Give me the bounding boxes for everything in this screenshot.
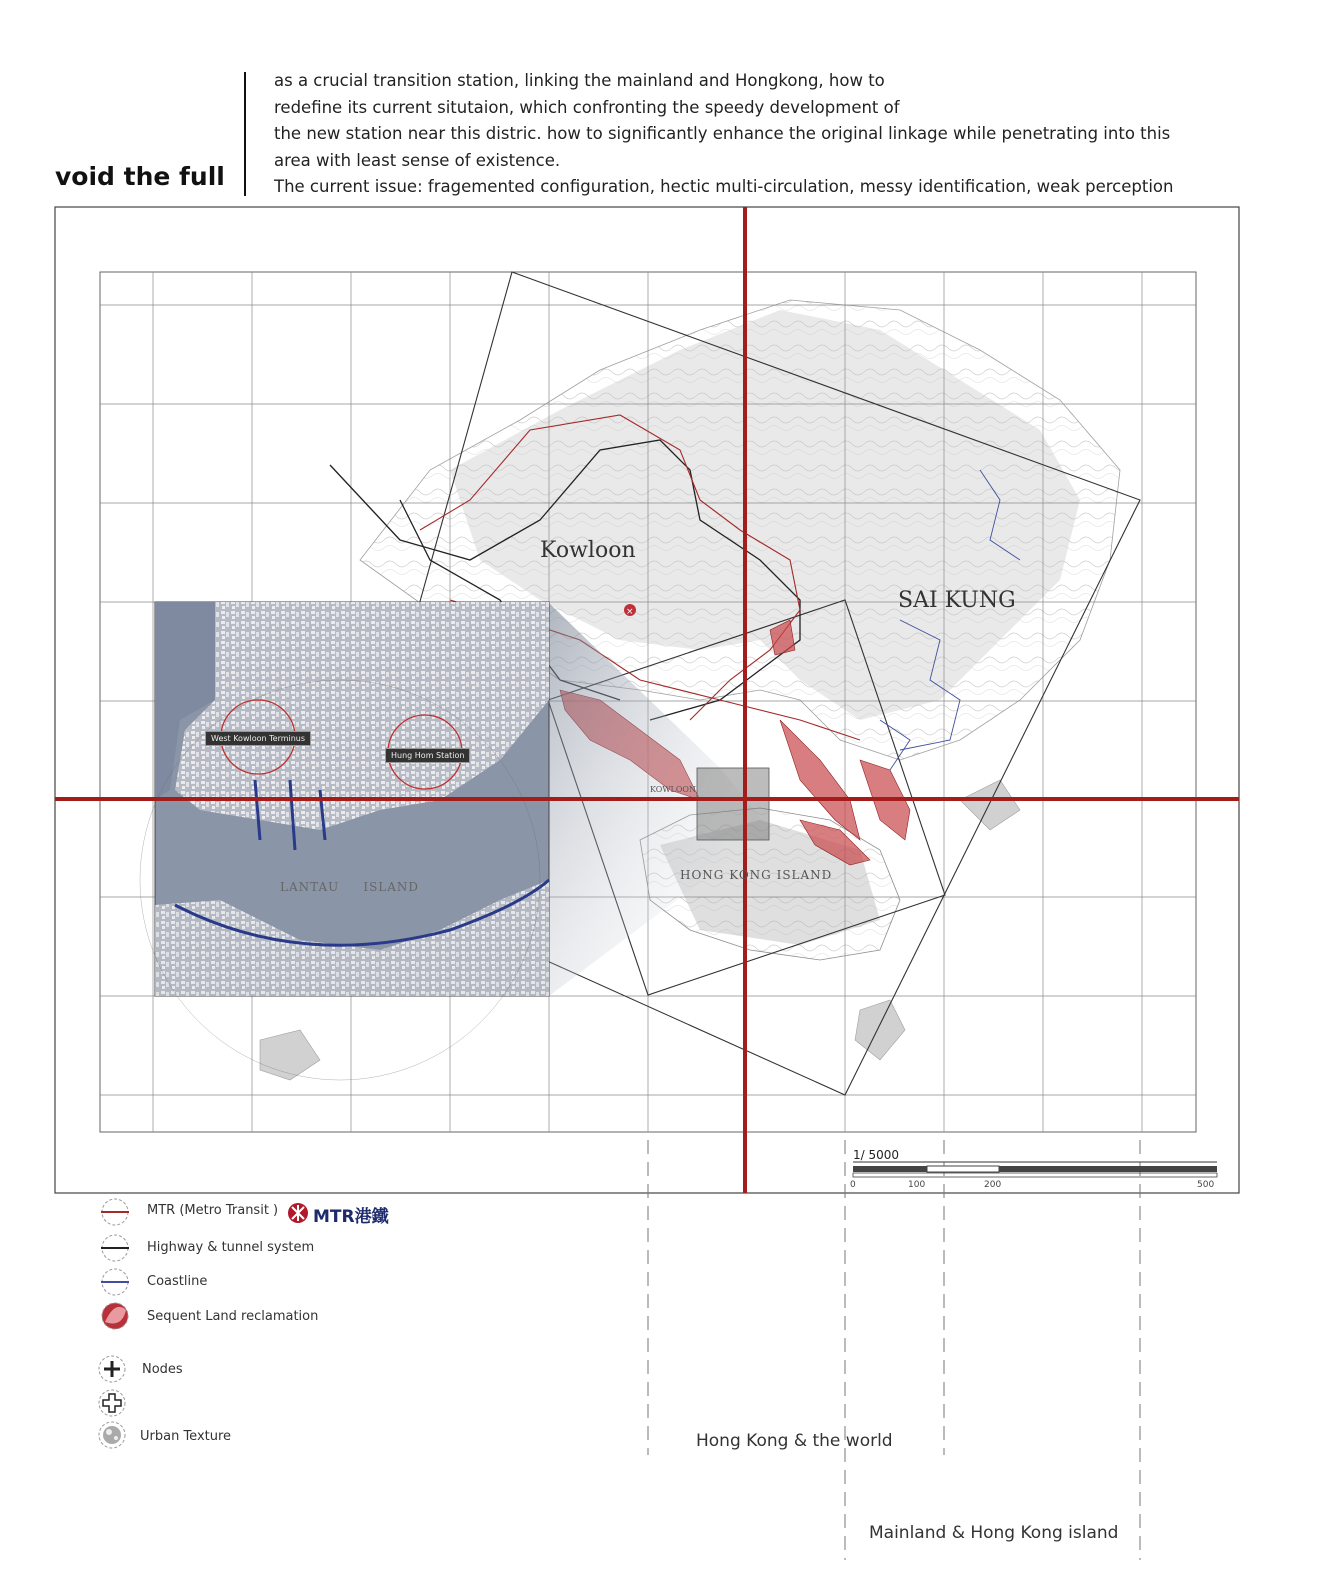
scale-bar [853, 1162, 1217, 1177]
scale-bar-segment [999, 1166, 1217, 1172]
intro-line: the new station near this distric. how to significantly enhance the original linkage while penetrating into this [274, 124, 1171, 143]
scale-bar-segment [927, 1166, 999, 1172]
label-kowloon: Kowloon [540, 538, 636, 563]
scale-bar-segment [853, 1166, 927, 1172]
mtr-line-icon [101, 1199, 129, 1225]
highway-line-icon [101, 1235, 129, 1261]
legend-coastline-label: Coastline [147, 1274, 208, 1289]
scale-bar-lower [853, 1173, 1217, 1177]
caption-hong-kong-world: Hong Kong & the world [696, 1431, 893, 1451]
intro-line: The current issue: fragemented configuration, hectic multi-circulation, messy identification, weak perception [274, 177, 1174, 196]
hung-hom-station-tag: Hung Hom Station [385, 748, 470, 763]
intro-line: area with least sense of existence. [274, 150, 561, 170]
legend-mtr-label: MTR (Metro Transit ) [147, 1203, 279, 1218]
intro-line: as a crucial transition station, linking the mainland and Hongkong, how to [274, 71, 885, 90]
label-kowloon-small: KOWLOON [650, 785, 696, 794]
label-hong-kong-island: HONG KONG ISLAND [680, 868, 833, 882]
urban-texture-icon [99, 1422, 125, 1448]
caption-mainland-hong-kong-island: Mainland & Hong Kong island [869, 1523, 1119, 1543]
node-plus-icon [99, 1356, 125, 1382]
legend-highway-label: Highway & tunnel system [147, 1240, 315, 1255]
mtr-brand-text: MTR港鐵 [313, 1207, 389, 1227]
scale-tick-label: 0 [850, 1180, 856, 1190]
mtr-map-marker-glyph: × [626, 607, 634, 617]
legend-urban-texture-label: Urban Texture [140, 1429, 232, 1444]
scale-tick-label: 100 [908, 1180, 926, 1190]
scale-title: 1/ 5000 [853, 1148, 900, 1162]
focus-square [697, 768, 769, 840]
scale-tick-label: 200 [984, 1180, 1002, 1190]
reclamation-icon [102, 1303, 128, 1329]
legend-reclamation-label: Sequent Land reclamation [147, 1309, 319, 1324]
page-title: void the full [55, 162, 225, 191]
scale-tick-label: 500 [1197, 1180, 1215, 1190]
legend-nodes-label: Nodes [142, 1362, 183, 1377]
coastline-icon [101, 1269, 129, 1295]
west-kowloon-terminus-tag: West Kowloon Terminus [205, 731, 311, 746]
label-sai-kung: SAI KUNG [898, 588, 1016, 613]
node-plus-outline-icon [99, 1390, 125, 1416]
label-lantau-island: LANTAU ISLAND [280, 880, 420, 894]
intro-line: redefine its current situtaion, which confronting the speedy development of [274, 97, 900, 117]
legend-symbols [99, 1199, 129, 1448]
dashed-guides [648, 1140, 1140, 1560]
mtr-brand-logo [288, 1203, 308, 1223]
